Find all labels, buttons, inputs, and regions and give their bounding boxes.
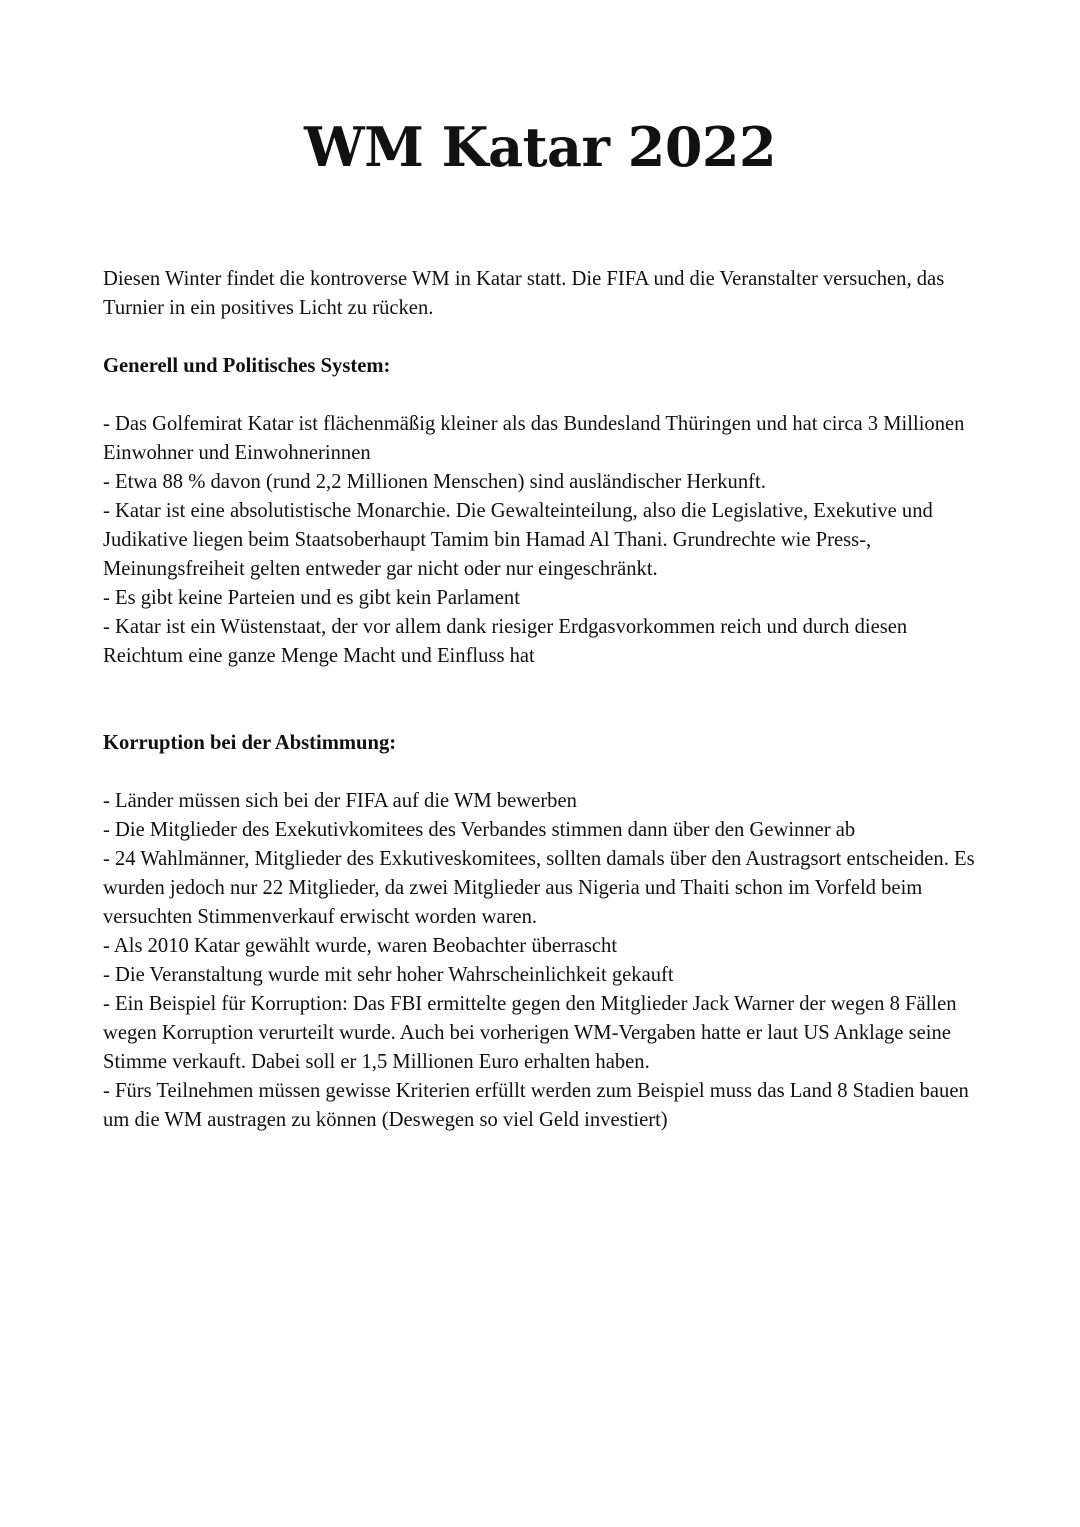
- intro-paragraph: Diesen Winter findet die kontroverse WM in Katar statt. Die FIFA und die Veranstalter versuchen, das Turnier in ein positives Licht zu rücken.: [103, 268, 945, 319]
- list-item: - Als 2010 Katar gewählt wurde, waren Beobachter überrascht: [103, 935, 618, 957]
- list-item: - 24 Wahlmänner, Mitglieder des Exkutiveskomitees, sollten damals über den Austragsort entscheiden. Es wurden jedoch nur 22 Mitglieder, da zwei Mitglieder aus Nigeria und Thaiti schon im Vorfeld beim versuchten Stimmenverkauf erwischt worden waren.: [103, 848, 975, 928]
- list-item: - Etwa 88 % davon (rund 2,2 Millionen Menschen) sind ausländischer Herkunft.: [103, 471, 766, 493]
- list-item: - Katar ist ein Wüstenstaat, der vor allem dank riesiger Erdgasvorkommen reich und durch diesen Reichtum eine ganze Menge Macht und Einfluss hat: [103, 616, 908, 667]
- list-item: - Es gibt keine Parteien und es gibt kein Parlament: [103, 587, 520, 609]
- list-item: - Die Veranstaltung wurde mit sehr hoher Wahrscheinlichkeit gekauft: [103, 964, 674, 986]
- document-body: [103, 265, 983, 1135]
- list-item: - Fürs Teilnehmen müssen gewisse Kriterien erfüllt werden zum Beispiel muss das Land 8 Stadien bauen um die WM austragen zu können (Deswegen so viel Geld investiert): [103, 1080, 969, 1131]
- list-item: - Katar ist eine absolutistische Monarchie. Die Gewalteinteilung, also die Legislative, Exekutive und Judikative liegen beim Staatsoberhaupt Tamim bin Hamad Al Thani. Grundrechte wie Press-, Meinungsfreiheit gelten entweder gar nicht oder nur eingeschränkt.: [103, 500, 933, 580]
- list-item: - Ein Beispiel für Korruption: Das FBI ermittelte gegen den Mitglieder Jack Warner der wegen 8 Fällen wegen Korruption verurteilt wurde. Auch bei vorherigen WM-Vergaben hatte er laut US Anklage seine Stimme verkauft. Dabei soll er 1,5 Millionen Euro erhalten haben.: [103, 993, 957, 1073]
- list-item: - Die Mitglieder des Exekutivkomitees des Verbandes stimmen dann über den Gewinner ab: [103, 819, 856, 841]
- list-item: - Länder müssen sich bei der FIFA auf die WM bewerben: [103, 790, 577, 812]
- list-item: - Das Golfemirat Katar ist flächenmäßig kleiner als das Bundesland Thüringen und hat circa 3 Millionen Einwohner und Einwohnerinnen: [103, 413, 965, 464]
- section-corruption: [103, 729, 983, 1135]
- document-title: WM Katar 2022: [303, 115, 777, 179]
- section-politics: [103, 352, 983, 671]
- section-heading: Korruption bei der Abstimmung:: [103, 732, 397, 754]
- section-heading: Generell und Politisches System:: [103, 355, 391, 377]
- bullet-list: [103, 787, 983, 1135]
- bullet-list: [103, 410, 983, 671]
